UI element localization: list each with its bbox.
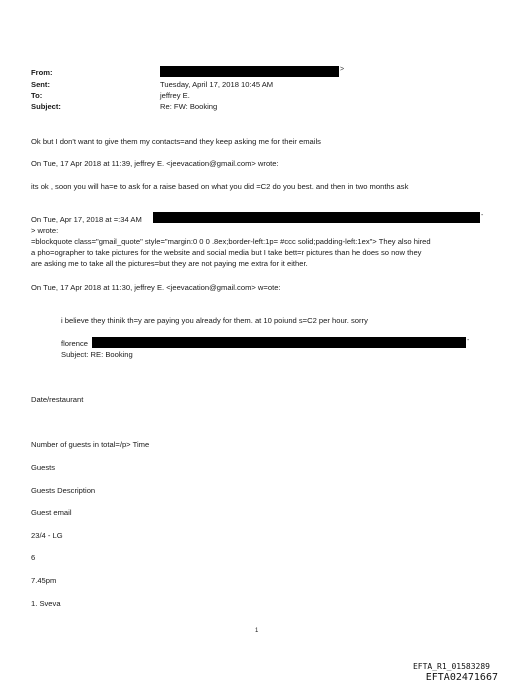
body-line-5: > wrote:	[31, 226, 59, 235]
quote-line-3: Subject: RE: Booking	[61, 350, 133, 359]
subject-value: Re: FW: Booking	[160, 102, 218, 111]
body-line-3: its ok , soon you will ha=e to ask for a raise based on what you did =C2 do you best. and then in two months ask	[31, 182, 409, 191]
quote-line-1: i believe they thinik th=y are paying you already for them. at 10 poiund s=C2 per hour. sorry	[61, 316, 368, 325]
body-line-9: On Tue, 17 Apr 2018 at 11:30, jeffrey E. <jeevacation@gmail.com> w=ote:	[31, 283, 281, 292]
form-guest-email: Guest email	[31, 508, 72, 517]
from-label: From:	[31, 68, 53, 77]
sent-value: Tuesday, April 17, 2018 10:45 AM	[160, 80, 274, 89]
body-line-1: Ok but I don't want to give them my contacts=and they keep asking me for their emails	[31, 137, 321, 146]
body-line-2: On Tue, 17 Apr 2018 at 11:39, jeffrey E. <jeevacation@gmail.com> wrote:	[31, 159, 279, 168]
form-date-value: 23/4 - LG	[31, 531, 63, 540]
quote-line-2: florence	[61, 339, 89, 348]
form-guests-description: Guests Description	[31, 486, 96, 495]
sent-label: Sent:	[31, 80, 50, 89]
redaction-florence	[92, 337, 466, 348]
form-name-value: 1. Sveva	[31, 599, 61, 608]
bates-number-primary: EFTA_R1_01583289	[412, 662, 490, 671]
body-line-8: are asking me to take all the pictures=but they are not paying me extra for it either.	[31, 259, 308, 268]
form-time-value: 7.45pm	[31, 576, 57, 585]
to-value: jeffrey E.	[160, 91, 190, 100]
redaction-tick-mark: >	[340, 66, 345, 73]
form-count-value: 6	[31, 553, 36, 562]
to-label: To:	[31, 91, 43, 100]
form-date-restaurant: Date/restaurant	[31, 395, 84, 404]
subject-label: Subject:	[31, 102, 61, 111]
body-line-4: On Tue, Apr 17, 2018 at =:34 AM	[31, 215, 142, 224]
form-guests: Guests	[31, 463, 56, 472]
redaction-from	[160, 66, 339, 77]
redaction-tick-mark: -	[481, 212, 484, 219]
form-guests-total: Number of guests in total=/p> Time	[31, 440, 150, 449]
redaction-sender	[153, 212, 480, 223]
body-line-6: =blockquote class="gmail_quote" style="margin:0 0 0 .8ex;border-left:1p= #ccc solid;padding-left:1ex"> They also hired	[31, 237, 431, 246]
bates-number-secondary: EFTA02471667	[425, 672, 498, 683]
body-line-7: a pho=ographer to take pictures for the website and social media but I take bett=r pictures than he does so now they	[31, 248, 422, 257]
page-number: 1	[255, 628, 259, 634]
redaction-tick-mark: -	[467, 337, 470, 344]
